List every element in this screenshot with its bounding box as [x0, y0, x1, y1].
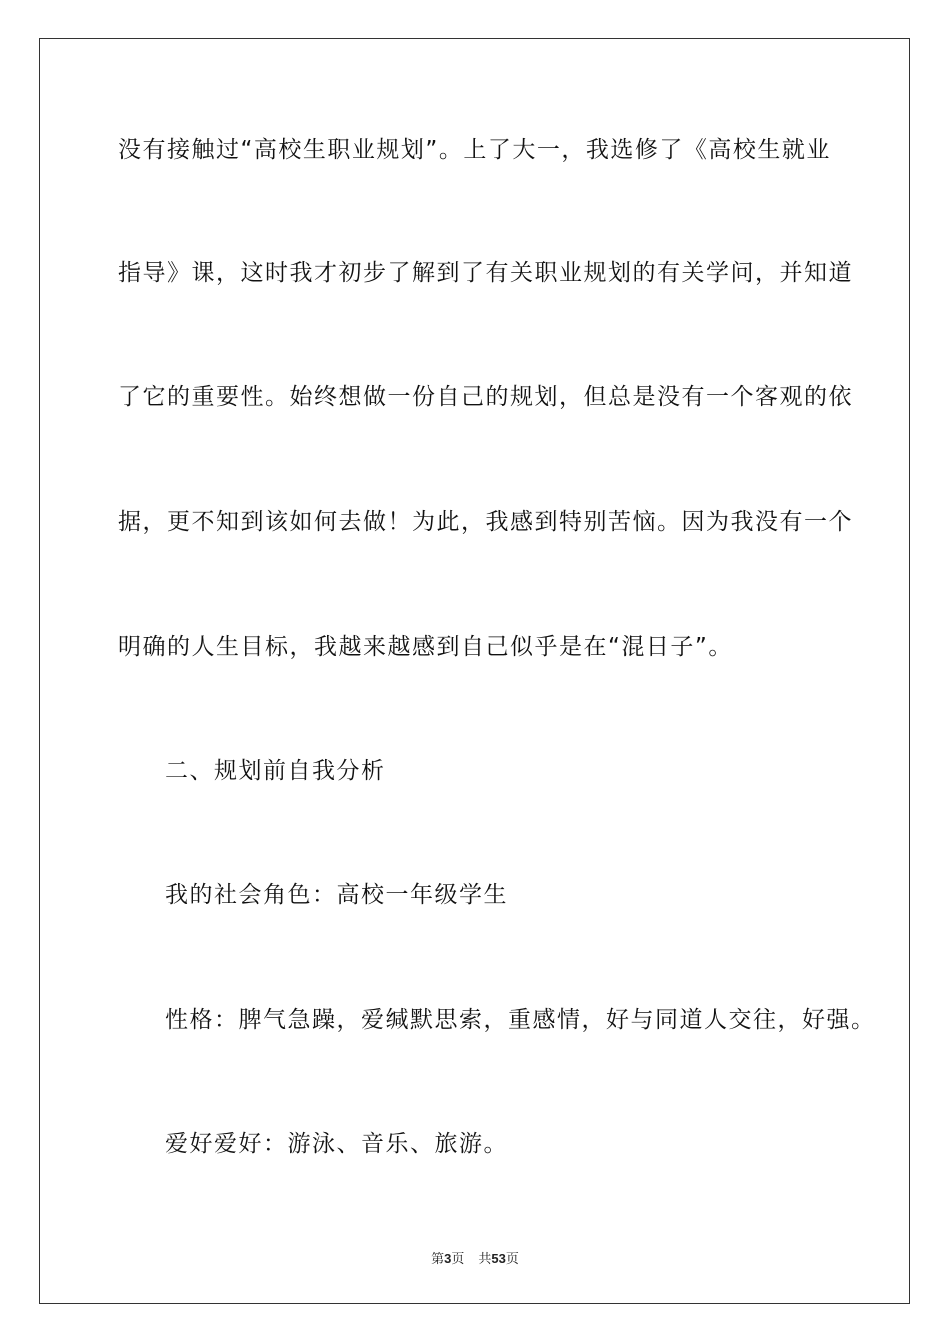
body-text-line-3: 了它的重要性。始终想做一份自己的规划，但总是没有一个客观的依: [118, 384, 853, 410]
page-suffix: 页: [451, 1252, 465, 1267]
section-heading: 二、规划前自我分析: [165, 758, 386, 784]
page-prefix: 第: [431, 1252, 445, 1267]
total-pages: 53: [491, 1251, 506, 1266]
body-text-line-1: 没有接触过“高校生职业规划”。上了大一，我选修了《高校生就业: [118, 137, 831, 163]
body-text-line-2: 指导》课，这时我才初步了解到了有关职业规划的有关学问，并知道: [118, 260, 853, 286]
hobbies-line: 爱好爱好：游泳、音乐、旅游。: [165, 1131, 508, 1157]
total-suffix: 页: [505, 1252, 519, 1267]
page-number: 3: [444, 1251, 452, 1266]
body-text-line-4: 据，更不知到该如何去做！为此，我感到特别苦恼。因为我没有一个: [118, 509, 853, 535]
body-text-line-5: 明确的人生目标，我越来越感到自己似乎是在“混日子”。: [118, 634, 733, 660]
page-footer: [0, 1248, 950, 1267]
personality-line: 性格：脾气急躁，爱缄默思索，重感情，好与同道人交往，好强。: [165, 1007, 876, 1033]
page-border: [39, 38, 910, 1304]
social-role-line: 我的社会角色：高校一年级学生: [165, 882, 508, 908]
total-prefix: 共: [478, 1252, 492, 1267]
